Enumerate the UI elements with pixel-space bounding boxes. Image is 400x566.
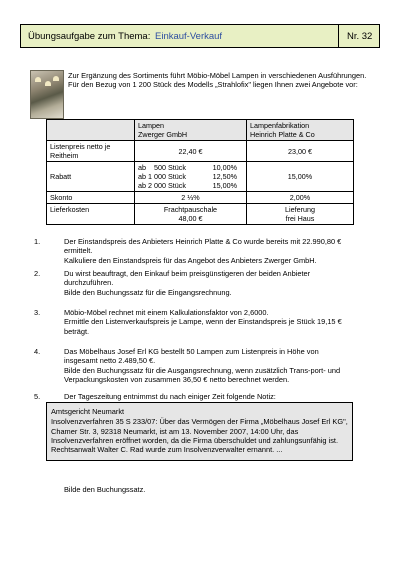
final-instruction: Bilde den Buchungssatz. <box>64 485 146 494</box>
row-label: Rabatt <box>47 162 135 192</box>
task-number: 4. <box>34 347 41 356</box>
table-row <box>47 141 354 162</box>
table-row <box>47 192 354 204</box>
tier-qty: ab 500 Stück <box>138 163 186 172</box>
task-line: Du wirst beauftragt, den Einkauf beim preisgünstigeren der beiden Anbieter <box>64 269 311 278</box>
task-line: Ermittle den Listenverkaufspreis je Lampe, wenn der Einstandspreis je Stück 19,15 € <box>64 317 342 327</box>
table-header-platte <box>247 120 354 141</box>
task-number: 3. <box>34 308 41 317</box>
rabatt-tier <box>138 163 243 172</box>
task-line: Verpackungskosten von zusammen 36,50 € netto berechnet werden. <box>64 374 290 384</box>
intro-text: Zur Ergänzung des Sortiments führt Möbio-Möbel Lampen in verschiedenen Ausführungen. Für den Bezug von 1 200 Stück des Modells „Strahlofix" liegen Ihnen zwei Angebote vor: <box>68 71 367 90</box>
newspaper-notice <box>46 402 353 461</box>
cell-line: Frachtpauschale <box>163 205 218 214</box>
table-header-empty <box>47 120 135 141</box>
task-line: Der Tageszeitung entnimmst du nach einiger Zeit folgende Notiz: <box>64 392 276 401</box>
row-label: Listenpreis netto je Reitheim <box>47 141 135 162</box>
header-line: Lampenfabrikation <box>250 121 310 130</box>
task-line: ermittelt. <box>64 246 93 256</box>
task-line: Möbio-Möbel rechnet mit einem Kalkulationsfaktor von 2,6000. <box>64 308 269 317</box>
task-text <box>64 237 376 265</box>
table-header-row <box>47 120 354 141</box>
notice-line: Insolvenzverfahren eröffnet worden, da die Firma überschuldet und zahlungsunfähig ist. <box>51 435 339 445</box>
tier-pct: 10,00% <box>212 163 237 172</box>
row-label: Lieferkosten <box>47 204 135 225</box>
cell-line: frei Haus <box>285 214 315 223</box>
furniture-showroom-photo <box>30 70 64 119</box>
task-text <box>64 269 376 297</box>
lamp-shape <box>53 76 59 81</box>
task-text <box>64 392 376 401</box>
task-number: 1. <box>34 237 41 246</box>
worksheet-header <box>20 24 380 48</box>
exercise-number: Nr. 32 <box>347 31 373 42</box>
rabatt-tier <box>138 172 243 181</box>
cell-line: 48,00 € <box>178 214 203 223</box>
lamp-shape <box>45 81 51 86</box>
table-row <box>47 204 354 225</box>
task-line: Kalkuliere den Einstandspreis für das Angebot des Anbieters Zwerger GmbH. <box>64 255 317 265</box>
header-prefix: Übungsaufgabe zum Thema: <box>28 31 151 42</box>
notice-court: Amtsgericht Neumarkt <box>51 407 125 416</box>
lamp-shape <box>35 77 41 82</box>
cell-zwerger: 22,40 € <box>135 141 247 162</box>
task-line: Das Möbelhaus Josef Erl KG bestellt 50 Lampen zum Listenpreis in Höhe von <box>64 347 319 356</box>
header-line: Zwerger GmbH <box>138 130 188 139</box>
cell-zwerger <box>135 204 247 225</box>
header-topic: Einkauf-Verkauf <box>155 31 223 42</box>
task-line: durchzuführen. <box>64 278 114 288</box>
task-line: Bilde den Buchungssatz für die Ausgangsrechnung, wenn zusätzlich Trans-port- und <box>64 365 341 375</box>
cell-platte: 2,00% <box>247 192 354 204</box>
header-line: Heinrich Platte & Co <box>250 130 315 139</box>
cell-line: Lieferung <box>285 205 315 214</box>
row-label: Skonto <box>47 192 135 204</box>
tier-qty: ab 1 000 Stück <box>138 172 186 181</box>
task-line: Der Einstandspreis des Anbieters Heinrich Platte & Co wurde bereits mit 22.990,80 € <box>64 237 342 246</box>
cell-zwerger: 2 ⅓% <box>135 192 247 204</box>
cell-platte: 15,00% <box>247 162 354 192</box>
table-row <box>47 162 354 192</box>
task-line: Bilde den Buchungssatz für die Eingangsrechnung. <box>64 287 232 297</box>
tier-qty: ab 2 000 Stück <box>138 181 186 190</box>
rabatt-tiers <box>135 162 247 192</box>
task-text <box>64 308 376 336</box>
cell-platte: 23,00 € <box>247 141 354 162</box>
notice-line: Insolvenzverfahren 35 S 233/07: Über das Vermögen der Firma „Möbelhaus Josef Erl KG", <box>51 417 348 427</box>
rabatt-tier <box>138 181 243 190</box>
tier-pct: 12,50% <box>212 172 237 181</box>
task-number: 5. <box>34 392 41 401</box>
offers-table <box>46 119 354 225</box>
task-line: insgesamt netto 2.489,50 €. <box>64 356 156 366</box>
header-line: Lampen <box>138 121 164 130</box>
cell-platte <box>247 204 354 225</box>
header-divider <box>338 25 339 47</box>
table-header-zwerger <box>135 120 247 141</box>
task-text <box>64 347 376 384</box>
tier-pct: 15,00% <box>212 181 237 190</box>
task-line: beträgt. <box>64 326 90 336</box>
task-number: 2. <box>34 269 41 278</box>
header-title <box>28 31 222 43</box>
notice-line: Rechtsanwalt Walter C. Rad wurde zum Insolvenzverwalter ernannt. ... <box>51 445 283 454</box>
notice-line: Chamer Str. 3, 92318 Neumarkt, ist am 13. November 2007, 14:00 Uhr, das <box>51 426 299 436</box>
